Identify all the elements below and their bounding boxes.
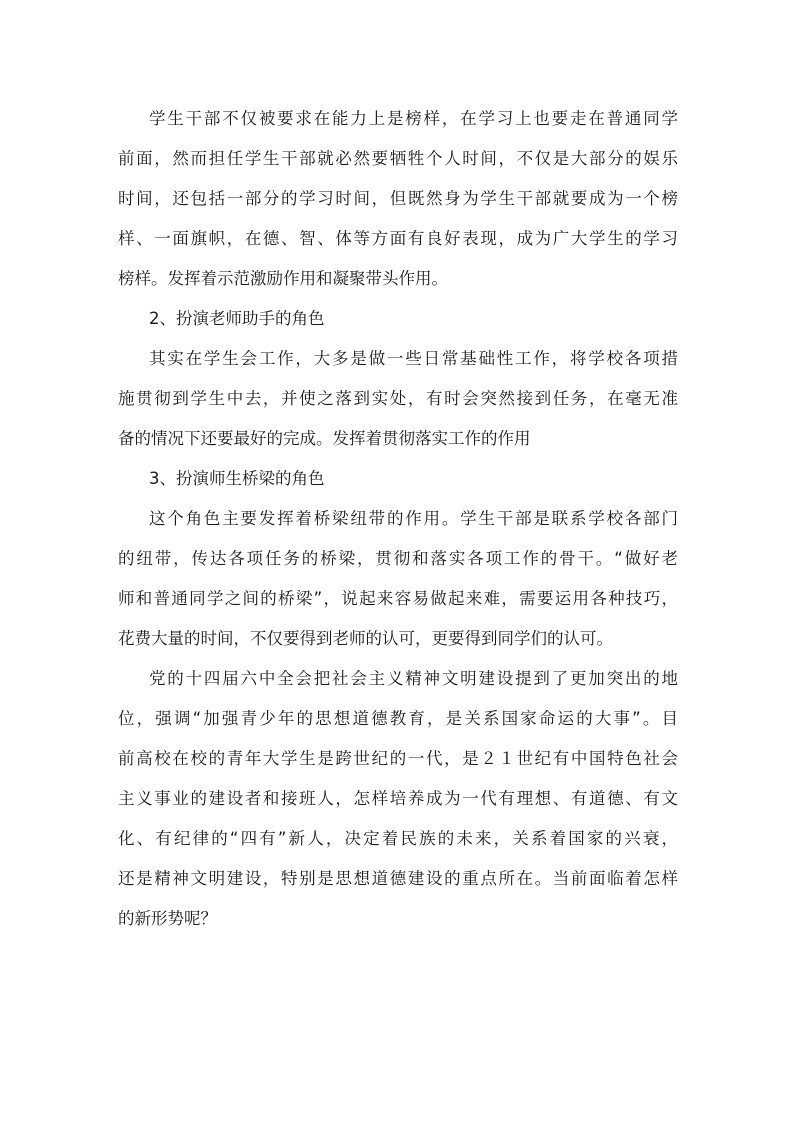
paragraph-4-line-2: 位，强调“加强青少年的思想道德教育，是关系国家命运的大事”。目: [118, 709, 678, 728]
paragraph-2-line-2: 施贯彻到学生中去，并使之落到实处，有时会突然接到任务，在毫无准: [118, 389, 678, 408]
paragraph-4-line-6: 还是精神文明建设，特别是思想道德建设的重点所在。当前面临着怎样: [118, 869, 678, 888]
section-heading-2: 2、扮演老师助手的角色: [149, 309, 325, 328]
paragraph-1-line-4: 样、一面旗帜，在德、智、体等方面有良好表现，成为广大学生的学习: [118, 229, 678, 248]
paragraph-1-line-3: 时间，还包括一部分的学习时间，但既然身为学生干部就要成为一个榜: [118, 189, 678, 208]
paragraph-1-line-1: 学生干部不仅被要求在能力上是榜样，在学习上也要走在普通同学: [149, 109, 678, 128]
paragraph-4-line-7: 的新形势呢？: [118, 909, 217, 928]
paragraph-4-line-4: 主义事业的建设者和接班人，怎样培养成为一代有理想、有道德、有文: [118, 789, 678, 808]
paragraph-2-line-1: 其实在学生会工作，大多是做一些日常基础性工作，将学校各项措: [149, 349, 678, 368]
paragraph-4-line-5: 化、有纪律的“四有”新人，决定着民族的未来，关系着国家的兴衰，: [118, 829, 678, 848]
paragraph-1-line-2: 前面，然而担任学生干部就必然要牺牲个人时间，不仅是大部分的娱乐: [118, 149, 678, 168]
paragraph-2-line-3: 备的情况下还要最好的完成。发挥着贯彻落实工作的作用: [118, 429, 531, 448]
section-heading-3: 3、扮演师生桥梁的角色: [149, 469, 325, 488]
paragraph-3-line-3: 师和普通同学之间的桥梁”，说起来容易做起来难，需要运用各种技巧，: [118, 589, 678, 608]
paragraph-3-line-1: 这个角色主要发挥着桥梁纽带的作用。学生干部是联系学校各部门: [149, 509, 678, 528]
paragraph-3-line-2: 的纽带，传达各项任务的桥梁，贯彻和落实各项工作的骨干。“做好老: [118, 549, 678, 568]
paragraph-4-line-1: 党的十四届六中全会把社会主义精神文明建设提到了更加突出的地: [149, 669, 678, 688]
paragraph-1-line-5: 榜样。发挥着示范激励作用和凝聚带头作用。: [118, 269, 448, 288]
document-body: [118, 103, 678, 943]
paragraph-4-line-3: 前高校在校的青年大学生是跨世纪的一代，是２１世纪有中国特色社会: [118, 749, 678, 768]
paragraph-3-line-4: 花费大量的时间，不仅要得到老师的认可，更要得到同学们的认可。: [118, 629, 613, 648]
